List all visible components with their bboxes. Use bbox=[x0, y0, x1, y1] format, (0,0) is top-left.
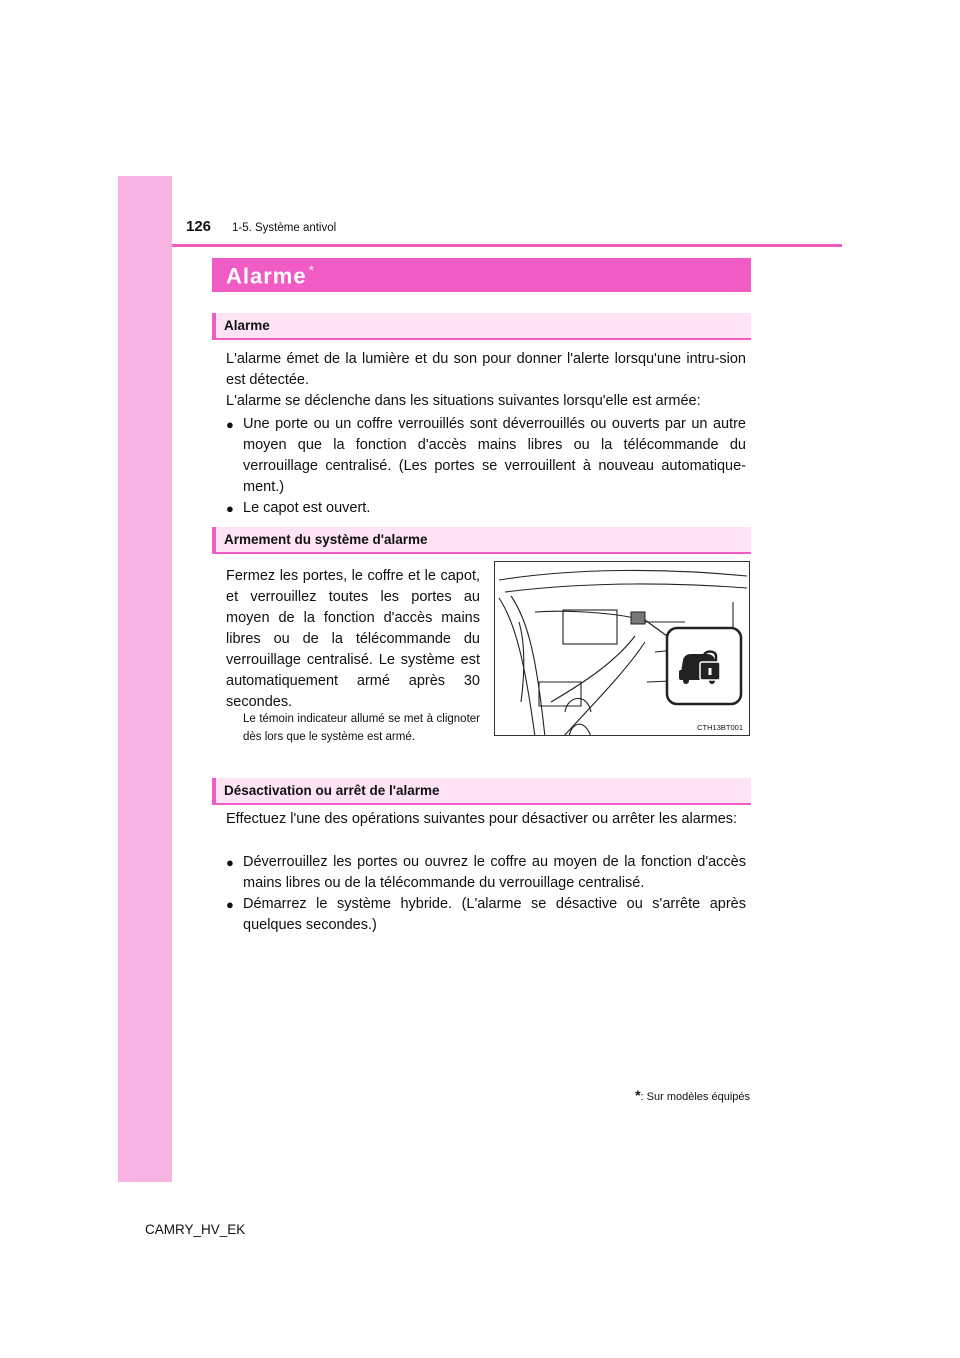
alarme-bullet-1: Une porte ou un coffre verrouillés sont déverrouillés ou ouverts par un autre moyen que la fonction d'accès mains libres ou la télécommande du verrouillage centralisé. (Les portes se verrouillent à nouveau automatique-ment.) bbox=[243, 416, 746, 495]
page-number: 126 bbox=[186, 218, 212, 235]
footnote-text: : Sur modèles équipés bbox=[640, 1091, 750, 1103]
heading-armement-text: Armement du système d'alarme bbox=[224, 532, 428, 547]
heading-armement bbox=[212, 527, 751, 554]
heading-alarme-text: Alarme bbox=[224, 318, 270, 333]
model-code: CAMRY_HV_EK bbox=[145, 1222, 246, 1237]
desactivation-bullet-2: Démarrez le système hybride. (L'alarme se désactive ou s'arrête après quelques secondes.) bbox=[243, 896, 746, 933]
heading-desactivation-text: Désactivation ou arrêt de l'alarme bbox=[224, 783, 440, 798]
chapter-sidebar bbox=[118, 176, 172, 1182]
title-asterisk: * bbox=[308, 262, 316, 278]
desactivation-bullet-1: Déverrouillez les portes ou ouvrez le coffre au moyen de la fonction d'accès mains libres ou de la télécommande du verrouillage centralisé. bbox=[243, 854, 746, 891]
title-bar bbox=[212, 258, 751, 292]
bullet-icon: ● bbox=[226, 855, 234, 870]
desactivation-paragraph: Effectuez l'une des opérations suivantes pour désactiver ou arrêter les alarmes: bbox=[226, 811, 738, 827]
alarme-bullet-2: Le capot est ouvert. bbox=[243, 500, 371, 516]
page-title-text: Alarme bbox=[226, 263, 307, 289]
alarme-paragraph-2: L'alarme se déclenche dans les situations suivantes lorsqu'elle est armée: bbox=[226, 393, 701, 409]
armement-paragraph: Fermez les portes, le coffre et le capot, et verrouillez toutes les portes au moyen de la fonction d'accès mains libres ou de la télécommande du verrouillage centralisé. Le système est automatiquement armé après 30 secondes. bbox=[226, 568, 480, 710]
header-rule bbox=[172, 244, 842, 247]
armement-note: Le témoin indicateur allumé se met à clignoter dès lors que le système est armé. bbox=[243, 713, 480, 743]
dashboard-illustration bbox=[494, 561, 750, 736]
figure-code: CTH13BT001 bbox=[697, 723, 743, 732]
page-title bbox=[226, 262, 315, 289]
footnote-asterisk: * bbox=[635, 1087, 641, 1103]
heading-alarme bbox=[212, 313, 751, 340]
section-label: 1-5. Système antivol bbox=[232, 222, 337, 234]
heading-desactivation bbox=[212, 778, 751, 805]
bullet-icon: ● bbox=[226, 897, 234, 912]
bullet-icon: ● bbox=[226, 417, 234, 432]
dashboard-drawing bbox=[495, 562, 750, 736]
alarme-paragraph-1: L'alarme émet de la lumière et du son pour donner l'alerte lorsqu'une intru-sion est détectée. bbox=[226, 351, 746, 388]
bullet-icon: ● bbox=[226, 501, 234, 516]
footnote bbox=[635, 1087, 750, 1103]
